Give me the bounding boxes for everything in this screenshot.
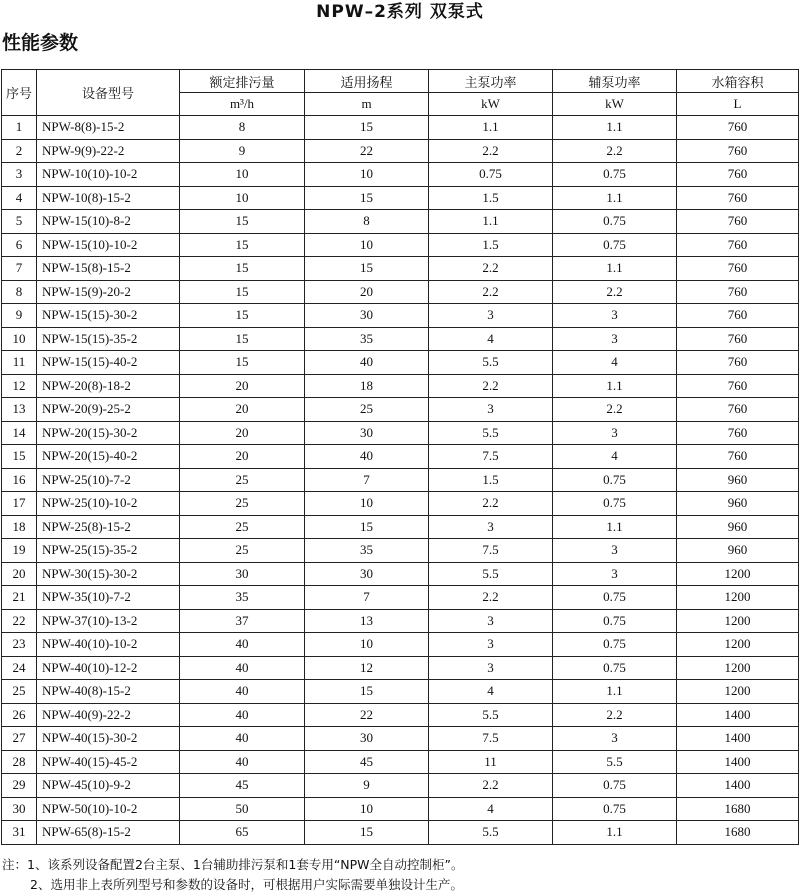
cell-flow: 20	[180, 374, 305, 398]
cell-flow: 40	[180, 656, 305, 680]
cell-model: NPW-20(15)-30-2	[37, 421, 180, 445]
cell-index: 12	[2, 374, 37, 398]
cell-head: 30	[305, 421, 429, 445]
header-row	[2, 70, 799, 93]
cell-index: 5	[2, 210, 37, 234]
cell-aux-power: 1.1	[553, 116, 677, 140]
table-row	[2, 821, 799, 845]
cell-aux-power: 0.75	[553, 468, 677, 492]
cell-head: 15	[305, 680, 429, 704]
cell-main-power: 5.5	[429, 562, 553, 586]
cell-flow: 45	[180, 774, 305, 798]
cell-index: 10	[2, 327, 37, 351]
cell-head: 45	[305, 750, 429, 774]
cell-tank: 1400	[677, 774, 799, 798]
cell-main-power: 4	[429, 327, 553, 351]
cell-aux-power: 1.1	[553, 374, 677, 398]
table-row	[2, 515, 799, 539]
cell-aux-power: 1.1	[553, 680, 677, 704]
cell-main-power: 5.5	[429, 421, 553, 445]
cell-index: 15	[2, 445, 37, 469]
cell-head: 22	[305, 703, 429, 727]
cell-main-power: 1.1	[429, 210, 553, 234]
cell-model: NPW-20(8)-18-2	[37, 374, 180, 398]
cell-aux-power: 0.75	[553, 633, 677, 657]
cell-model: NPW-45(10)-9-2	[37, 774, 180, 798]
cell-flow: 10	[180, 163, 305, 187]
cell-index: 14	[2, 421, 37, 445]
cell-tank: 760	[677, 210, 799, 234]
cell-tank: 1680	[677, 797, 799, 821]
cell-head: 10	[305, 492, 429, 516]
cell-flow: 40	[180, 680, 305, 704]
table-row	[2, 445, 799, 469]
table-body	[2, 116, 799, 845]
cell-model: NPW-35(10)-7-2	[37, 586, 180, 610]
cell-model: NPW-25(8)-15-2	[37, 515, 180, 539]
cell-tank: 760	[677, 257, 799, 281]
cell-head: 25	[305, 398, 429, 422]
cell-tank: 760	[677, 116, 799, 140]
cell-flow: 25	[180, 468, 305, 492]
cell-index: 20	[2, 562, 37, 586]
table-row	[2, 327, 799, 351]
cell-head: 40	[305, 445, 429, 469]
cell-main-power: 0.75	[429, 163, 553, 187]
cell-aux-power: 2.2	[553, 398, 677, 422]
unit-head: m	[305, 93, 429, 116]
cell-aux-power: 3	[553, 562, 677, 586]
table-row	[2, 257, 799, 281]
cell-aux-power: 4	[553, 351, 677, 375]
cell-tank: 760	[677, 163, 799, 187]
cell-flow: 15	[180, 351, 305, 375]
cell-main-power: 2.2	[429, 139, 553, 163]
cell-main-power: 1.1	[429, 116, 553, 140]
cell-aux-power: 1.1	[553, 515, 677, 539]
header-aux-power: 辅泵功率	[553, 70, 677, 93]
unit-flow: m³/h	[180, 93, 305, 116]
cell-flow: 9	[180, 139, 305, 163]
header-tank: 水箱容积	[677, 70, 799, 93]
cell-main-power: 3	[429, 633, 553, 657]
cell-flow: 50	[180, 797, 305, 821]
cell-flow: 40	[180, 633, 305, 657]
cell-tank: 960	[677, 468, 799, 492]
cell-head: 10	[305, 233, 429, 257]
cell-head: 30	[305, 562, 429, 586]
cell-aux-power: 3	[553, 539, 677, 563]
cell-flow: 40	[180, 703, 305, 727]
cell-aux-power: 1.1	[553, 821, 677, 845]
cell-aux-power: 5.5	[553, 750, 677, 774]
cell-head: 10	[305, 633, 429, 657]
cell-index: 25	[2, 680, 37, 704]
cell-index: 3	[2, 163, 37, 187]
table-row	[2, 163, 799, 187]
cell-main-power: 2.2	[429, 586, 553, 610]
cell-main-power: 5.5	[429, 821, 553, 845]
cell-tank: 760	[677, 374, 799, 398]
cell-aux-power: 2.2	[553, 139, 677, 163]
cell-model: NPW-25(15)-35-2	[37, 539, 180, 563]
table-row	[2, 421, 799, 445]
cell-flow: 15	[180, 210, 305, 234]
cell-main-power: 1.5	[429, 468, 553, 492]
cell-flow: 25	[180, 492, 305, 516]
cell-model: NPW-20(9)-25-2	[37, 398, 180, 422]
cell-head: 15	[305, 116, 429, 140]
cell-index: 21	[2, 586, 37, 610]
cell-model: NPW-15(9)-20-2	[37, 280, 180, 304]
header-head: 适用扬程	[305, 70, 429, 93]
cell-tank: 1200	[677, 586, 799, 610]
cell-index: 22	[2, 609, 37, 633]
table-row	[2, 351, 799, 375]
unit-aux-power: kW	[553, 93, 677, 116]
cell-flow: 20	[180, 421, 305, 445]
cell-flow: 37	[180, 609, 305, 633]
cell-flow: 40	[180, 750, 305, 774]
cell-index: 7	[2, 257, 37, 281]
cell-tank: 760	[677, 280, 799, 304]
cell-aux-power: 3	[553, 304, 677, 328]
cell-flow: 40	[180, 727, 305, 751]
cell-model: NPW-37(10)-13-2	[37, 609, 180, 633]
cell-flow: 15	[180, 257, 305, 281]
table-row	[2, 492, 799, 516]
cell-index: 6	[2, 233, 37, 257]
table-row	[2, 374, 799, 398]
cell-aux-power: 4	[553, 445, 677, 469]
cell-tank: 760	[677, 421, 799, 445]
cell-flow: 65	[180, 821, 305, 845]
cell-tank: 760	[677, 233, 799, 257]
table-row	[2, 680, 799, 704]
cell-head: 9	[305, 774, 429, 798]
cell-head: 40	[305, 351, 429, 375]
cell-model: NPW-40(9)-22-2	[37, 703, 180, 727]
table-row	[2, 562, 799, 586]
cell-index: 23	[2, 633, 37, 657]
table-row	[2, 703, 799, 727]
header-flow: 额定排污量	[180, 70, 305, 93]
cell-flow: 30	[180, 562, 305, 586]
cell-index: 11	[2, 351, 37, 375]
cell-tank: 1400	[677, 703, 799, 727]
cell-tank: 1200	[677, 656, 799, 680]
cell-tank: 1200	[677, 609, 799, 633]
note-line-1: 注：1、该系列设备配置2台主泵、1台辅助排污泵和1套专用“NPW全自动控制柜”。	[2, 857, 464, 872]
cell-main-power: 4	[429, 680, 553, 704]
cell-head: 20	[305, 280, 429, 304]
cell-tank: 1200	[677, 633, 799, 657]
cell-aux-power: 2.2	[553, 703, 677, 727]
cell-model: NPW-40(8)-15-2	[37, 680, 180, 704]
cell-model: NPW-40(10)-10-2	[37, 633, 180, 657]
cell-head: 15	[305, 257, 429, 281]
cell-index: 31	[2, 821, 37, 845]
cell-main-power: 7.5	[429, 445, 553, 469]
cell-tank: 1200	[677, 562, 799, 586]
table-row	[2, 116, 799, 140]
header-index: 序号	[2, 70, 37, 116]
cell-model: NPW-15(15)-35-2	[37, 327, 180, 351]
cell-model: NPW-8(8)-15-2	[37, 116, 180, 140]
cell-head: 30	[305, 727, 429, 751]
cell-main-power: 3	[429, 609, 553, 633]
cell-tank: 760	[677, 398, 799, 422]
cell-flow: 25	[180, 515, 305, 539]
table-row	[2, 398, 799, 422]
cell-main-power: 2.2	[429, 492, 553, 516]
cell-main-power: 1.5	[429, 233, 553, 257]
cell-index: 19	[2, 539, 37, 563]
cell-model: NPW-30(15)-30-2	[37, 562, 180, 586]
table-row	[2, 139, 799, 163]
cell-main-power: 1.5	[429, 186, 553, 210]
cell-tank: 760	[677, 139, 799, 163]
cell-tank: 760	[677, 351, 799, 375]
table-row	[2, 304, 799, 328]
cell-main-power: 5.5	[429, 351, 553, 375]
cell-head: 18	[305, 374, 429, 398]
table-row	[2, 233, 799, 257]
cell-head: 12	[305, 656, 429, 680]
cell-flow: 35	[180, 586, 305, 610]
cell-aux-power: 0.75	[553, 774, 677, 798]
table-row	[2, 727, 799, 751]
cell-head: 22	[305, 139, 429, 163]
cell-model: NPW-15(15)-30-2	[37, 304, 180, 328]
cell-index: 24	[2, 656, 37, 680]
header-model: 设备型号	[37, 70, 180, 116]
section-heading: 性能参数	[2, 32, 79, 54]
cell-model: NPW-40(15)-45-2	[37, 750, 180, 774]
cell-head: 30	[305, 304, 429, 328]
cell-main-power: 2.2	[429, 774, 553, 798]
cell-flow: 8	[180, 116, 305, 140]
cell-flow: 15	[180, 280, 305, 304]
unit-tank: L	[677, 93, 799, 116]
cell-aux-power: 3	[553, 327, 677, 351]
cell-model: NPW-25(10)-7-2	[37, 468, 180, 492]
cell-main-power: 11	[429, 750, 553, 774]
cell-aux-power: 2.2	[553, 280, 677, 304]
cell-flow: 25	[180, 539, 305, 563]
cell-index: 17	[2, 492, 37, 516]
cell-model: NPW-9(9)-22-2	[37, 139, 180, 163]
table-row	[2, 633, 799, 657]
cell-flow: 20	[180, 445, 305, 469]
cell-tank: 1400	[677, 750, 799, 774]
cell-main-power: 7.5	[429, 727, 553, 751]
cell-tank: 960	[677, 492, 799, 516]
cell-model: NPW-40(10)-12-2	[37, 656, 180, 680]
cell-index: 18	[2, 515, 37, 539]
cell-flow: 15	[180, 327, 305, 351]
cell-index: 16	[2, 468, 37, 492]
cell-aux-power: 0.75	[553, 609, 677, 633]
cell-index: 13	[2, 398, 37, 422]
cell-aux-power: 3	[553, 727, 677, 751]
cell-aux-power: 1.1	[553, 186, 677, 210]
cell-head: 15	[305, 821, 429, 845]
cell-main-power: 3	[429, 304, 553, 328]
cell-model: NPW-15(15)-40-2	[37, 351, 180, 375]
cell-aux-power: 1.1	[553, 257, 677, 281]
cell-index: 30	[2, 797, 37, 821]
cell-head: 7	[305, 468, 429, 492]
cell-index: 28	[2, 750, 37, 774]
cell-head: 7	[305, 586, 429, 610]
cell-flow: 20	[180, 398, 305, 422]
notes	[2, 855, 798, 895]
table-row	[2, 586, 799, 610]
table-row	[2, 280, 799, 304]
cell-index: 29	[2, 774, 37, 798]
cell-tank: 760	[677, 327, 799, 351]
cell-model: NPW-15(10)-8-2	[37, 210, 180, 234]
cell-model: NPW-10(10)-10-2	[37, 163, 180, 187]
table-row	[2, 539, 799, 563]
cell-index: 8	[2, 280, 37, 304]
cell-flow: 15	[180, 304, 305, 328]
cell-main-power: 7.5	[429, 539, 553, 563]
cell-flow: 10	[180, 186, 305, 210]
cell-head: 8	[305, 210, 429, 234]
page-title: NPW–2系列 双泵式	[316, 2, 484, 22]
cell-tank: 960	[677, 539, 799, 563]
cell-main-power: 4	[429, 797, 553, 821]
performance-table	[1, 69, 799, 845]
cell-aux-power: 0.75	[553, 492, 677, 516]
cell-index: 1	[2, 116, 37, 140]
note-line-2: 2、选用非上表所列型号和参数的设备时，可根据用户实际需要单独设计生产。	[30, 877, 463, 892]
cell-index: 4	[2, 186, 37, 210]
cell-tank: 1680	[677, 821, 799, 845]
table-row	[2, 609, 799, 633]
cell-model: NPW-65(8)-15-2	[37, 821, 180, 845]
cell-index: 2	[2, 139, 37, 163]
cell-index: 27	[2, 727, 37, 751]
cell-model: NPW-20(15)-40-2	[37, 445, 180, 469]
cell-main-power: 3	[429, 656, 553, 680]
cell-main-power: 2.2	[429, 257, 553, 281]
cell-model: NPW-25(10)-10-2	[37, 492, 180, 516]
cell-head: 15	[305, 186, 429, 210]
cell-tank: 1200	[677, 680, 799, 704]
cell-main-power: 3	[429, 398, 553, 422]
cell-head: 35	[305, 539, 429, 563]
cell-tank: 760	[677, 304, 799, 328]
cell-head: 10	[305, 163, 429, 187]
cell-head: 13	[305, 609, 429, 633]
cell-main-power: 3	[429, 515, 553, 539]
cell-model: NPW-50(10)-10-2	[37, 797, 180, 821]
table-row	[2, 750, 799, 774]
header-main-power: 主泵功率	[429, 70, 553, 93]
cell-head: 15	[305, 515, 429, 539]
table-row	[2, 186, 799, 210]
cell-aux-power: 0.75	[553, 210, 677, 234]
cell-aux-power: 0.75	[553, 586, 677, 610]
cell-head: 10	[305, 797, 429, 821]
cell-main-power: 2.2	[429, 280, 553, 304]
table-row	[2, 210, 799, 234]
unit-main-power: kW	[429, 93, 553, 116]
cell-main-power: 2.2	[429, 374, 553, 398]
cell-model: NPW-40(15)-30-2	[37, 727, 180, 751]
cell-index: 9	[2, 304, 37, 328]
cell-model: NPW-15(10)-10-2	[37, 233, 180, 257]
cell-tank: 760	[677, 445, 799, 469]
cell-index: 26	[2, 703, 37, 727]
table-row	[2, 774, 799, 798]
cell-aux-power: 3	[553, 421, 677, 445]
table-row	[2, 656, 799, 680]
cell-model: NPW-10(8)-15-2	[37, 186, 180, 210]
cell-main-power: 5.5	[429, 703, 553, 727]
cell-aux-power: 0.75	[553, 163, 677, 187]
cell-flow: 15	[180, 233, 305, 257]
cell-tank: 1400	[677, 727, 799, 751]
cell-model: NPW-15(8)-15-2	[37, 257, 180, 281]
cell-head: 35	[305, 327, 429, 351]
table-row	[2, 797, 799, 821]
cell-tank: 960	[677, 515, 799, 539]
cell-tank: 760	[677, 186, 799, 210]
table-row	[2, 468, 799, 492]
cell-aux-power: 0.75	[553, 233, 677, 257]
cell-aux-power: 0.75	[553, 797, 677, 821]
cell-aux-power: 0.75	[553, 656, 677, 680]
